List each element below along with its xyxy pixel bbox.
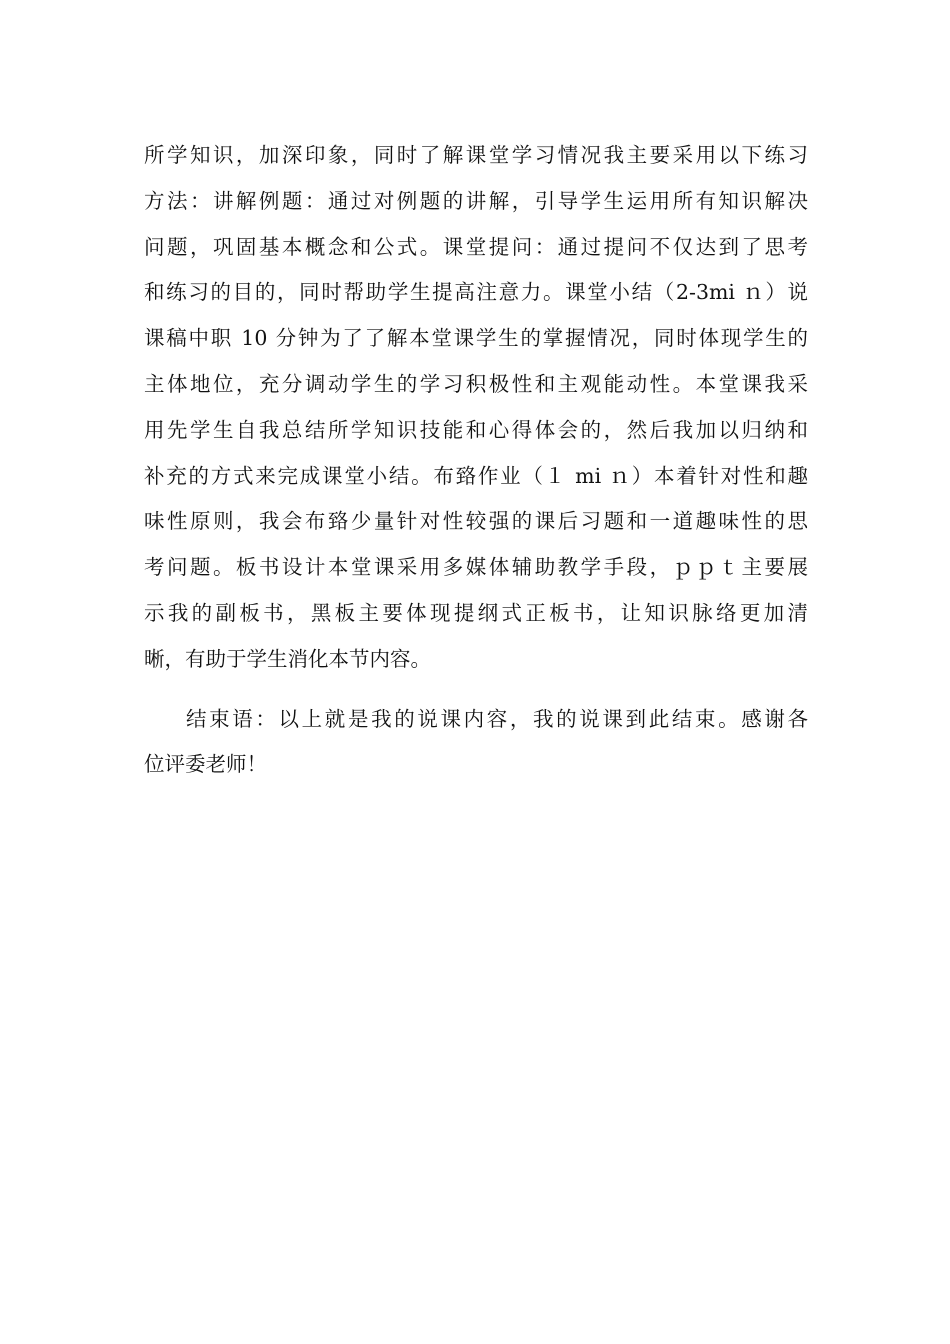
text-line: 补充的方式来完成课堂小结。布臵作业（１ mi ｎ）本着针对性和趣 [144,463,808,488]
text-line: 所学知识，加深印象，同时了解课堂学习情况我主要采用以下练习 [144,143,808,167]
text-line: 考问题。板书设计本堂课采用多媒体辅助教学手段，ｐｐｔ主要展 [144,555,808,580]
text-line: 晰，有助于学生消化本节内容。 [144,646,431,671]
text-line: 用先学生自我总结所学知识技能和心得体会的，然后我加以归纳和 [144,417,808,442]
text-line: 和练习的目的，同时帮助学生提高注意力。课堂小结（2-3mi ｎ）说 [144,280,808,305]
text-line: 示我的副板书，黑板主要体现提纲式正板书，让知识脉络更加清 [144,600,808,625]
text-line: 位评委老师！ [144,752,267,777]
text-line: 主体地位，充分调动学生的学习积极性和主观能动性。本堂课我采 [144,371,808,396]
paragraph-closing-remarks [144,697,808,789]
text-line: 课稿中职 10 分钟为了了解本堂课学生的掌握情况，同时体现学生的 [144,326,808,351]
text-line: 问题，巩固基本概念和公式。课堂提问：通过提问不仅达到了思考 [144,234,808,259]
paragraph-practice-and-summary [144,133,808,683]
text-line: 味性原则，我会布臵少量针对性较强的课后习题和一道趣味性的思 [144,509,808,534]
text-line: 方法：讲解例题：通过对例题的讲解，引导学生运用所有知识解决 [144,188,808,213]
text-line: 结束语：以上就是我的说课内容，我的说课到此结束。感谢各 [186,706,808,731]
document-body [144,133,808,788]
